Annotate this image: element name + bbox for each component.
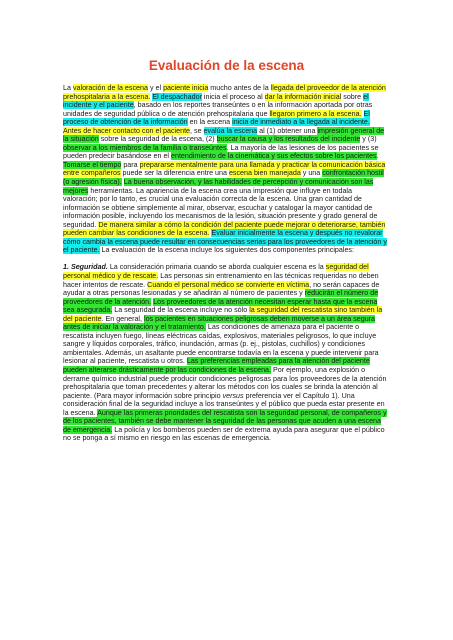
page-title: Evaluación de la escena [148, 58, 305, 73]
text-segment: al (1) obtener una [257, 126, 318, 135]
highlighted-text: seguridad del personal médico y de rescate. [63, 263, 369, 280]
highlighted-text: llegada del proveedor de la atención prehospitalaria a la escena. [63, 84, 386, 101]
highlighted-text: impresión general de la situación [63, 126, 385, 144]
text-segment: 1. Seguridad. [63, 263, 108, 272]
highlighted-text: Tomarse el tiempo [63, 160, 122, 169]
highlighted-text: la seguridad del rescatista sino también la del paciente [63, 306, 383, 323]
text-segment: y el [147, 84, 164, 92]
highlighted-text: De manera similar a cómo la condición del paciente puede mejorar o deteriorarse, también pueden cambiar las condiciones de la escena. [63, 220, 386, 238]
text-segment: . En general, [101, 314, 144, 323]
text-segment: La consideración primaria cuando se aborda cualquier escena es la [107, 263, 326, 272]
text-segment: Las personas sin entrenamiento en las técnicas requeridas no deben hacer intentos de rescate. [63, 271, 379, 289]
safety-paragraph [63, 263, 388, 442]
text-segment: . [376, 152, 379, 161]
text-segment: preferencia ver el Capítulo 1). Una consideración final de la seguridad incluye a los transeúntes y el público que pueda estar presente en la escena. [63, 391, 385, 417]
text-segment: sobre la seguridad de la escena, (2) [98, 135, 217, 144]
highlighted-text: reducirán el número de proveedores de la atención. [63, 289, 379, 306]
highlighted-text: inicia de inmediato a la llegada al incidente. [232, 118, 370, 127]
highlighted-text: Aunque las primeras prioridades del rescatista son la seguridad personal, de compañeros y de los pacientes, también se debe mantener la seguridad de las personas que acuden a una escena de emergencia. [63, 408, 387, 434]
highlighted-text: Cuando el personal médico se convierte en víctima [147, 280, 310, 289]
highlighted-text: entendimiento de la cinemática y sus efectos sobre los pacientes [171, 152, 377, 161]
highlighted-text: Antes de hacer contacto con el paciente [63, 126, 191, 135]
highlighted-text: buscar la causa y los resultados del incidente [216, 135, 361, 144]
highlighted-text: El proceso de obtención de la información [63, 109, 370, 127]
highlighted-text: escena bien manejada [228, 169, 301, 178]
text-segment: en la escena [187, 118, 233, 127]
text-segment: mucho antes de la [208, 84, 271, 92]
text-segment: , no serán capaces de ayudar a otras personas lesionadas y se añadirán al número de pacientes y [63, 280, 380, 298]
highlighted-text: El despachador [152, 92, 202, 101]
highlighted-text: prepararse mentalmente para una llamada y practicar la comunicación básica entre compañeros [63, 160, 386, 178]
text-segment: La seguridad de la escena incluye no sólo [112, 306, 250, 315]
text-segment: La [63, 84, 73, 92]
text-segment: versus [222, 391, 244, 400]
text-segment: Las condiciones de amenaza para el paciente o rescatista incluyen fuego, líneas eléctricas caídas, explosivos, materiales peligrosos, lo que incluye sangre y líquidos corporales, tráfico, inundación, armas (p. ej., pistolas, cuchillos) y condiciones ambientales. Además, un asaltante puede encontrarse todavía en la escena y puede intervenir para lesionar al paciente, rescatista u otros. [63, 323, 379, 366]
highlighted-text: observar a los miembros de la familia o transeúntes [63, 143, 227, 152]
text-segment: La policía y los bomberos pueden ser de extrema ayuda para asegurar que el público no se ponga a sí mismo en riesgo en las escenas de emergencia. [63, 425, 385, 443]
intro-paragraph [63, 84, 388, 255]
highlighted-text: dar la información inicial [264, 92, 342, 101]
highlighted-text: La buena observación, y las habilidades de percepción y comunicación son las mejores [63, 178, 374, 195]
paragraph-gap [63, 255, 388, 264]
highlighted-text: evalúa la escena [203, 126, 258, 135]
text-segment: puede ser la diferencia entre una [120, 169, 229, 178]
text-segment: , se [190, 126, 204, 135]
text-segment: . La mayoría de las lesiones de los pacientes se pueden predecir basándose en el [63, 143, 379, 161]
text-segment: y una [300, 169, 323, 178]
highlighted-text: llegaron primero a la escena. [269, 109, 362, 118]
highlighted-text: los pacientes en situaciones peligrosas deben moverse a un área segura antes de iniciar la valoración y el tratamiento. [63, 314, 376, 332]
text-segment: herramientas. La apariencia de la escena crea una impresión que influye en todala valoración; por lo tanto, es crucial una evaluación correcta de la escena. Una gran cantidad de información se obtiene simplemente al mirar, observar, escuchar y catalogar la mayor cantidad de información posible, incluyendo los mecanismos de la lesión, situación presente y grado general de seguridad. [63, 186, 378, 229]
highlighted-text: Evaluar inicialmente la escena y después no revalorar cómo cambia la escena puede resultar en consecuencias serias para los proveedores de la atención y el paciente. [63, 229, 387, 255]
text-segment: sobre [341, 92, 364, 101]
text-segment: , basado en los reportes transeúntes o en la información aportada por otras unidades de seguridad pública o de atención prehospitalaria que [63, 101, 373, 118]
highlighted-text: paciente inicia [163, 84, 209, 92]
text-segment: Por ejemplo, una explosión o derrame químico industrial puede producir condiciones peligrosas para los proveedores de la atención prehospitalaria que toman precedentes y alterar los métodos con los cuales se brinda la atención al paciente. (Para mayor información sobre principio [63, 366, 387, 400]
text-segment: La evaluación de la escena incluye los siguientes dos componentes principales: [99, 246, 354, 255]
highlighted-text: Las preferencias empleadas para la atención del paciente pueden alterarse drásticamente por las condiciones de la escena. [63, 357, 370, 374]
text-segment: para [121, 160, 140, 169]
highlighted-text: el incidente y el paciente [63, 92, 369, 110]
text-segment: inicia el proceso al [201, 92, 265, 101]
document-body [63, 84, 388, 443]
highlighted-text: valoración de la escena [72, 84, 148, 92]
highlighted-text: confrontación hostil (o agresión física). [63, 169, 384, 187]
highlighted-text: Los proveedores de la atención necesitan esperar hasta que la escena sea asegurada. [63, 297, 378, 315]
text-segment: y (3) [360, 135, 377, 144]
